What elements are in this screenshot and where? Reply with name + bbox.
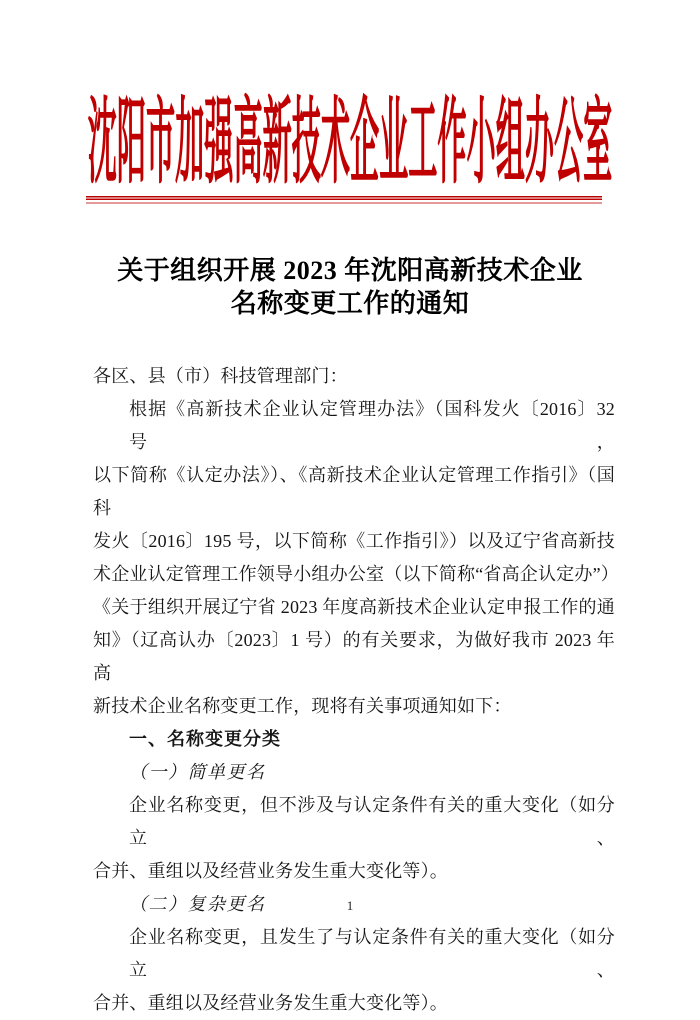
body-line: 合并、重组以及经营业务发生重大变化等）。 — [93, 861, 448, 881]
body-line: 合并、重组以及经营业务发生重大变化等）。 — [93, 993, 448, 1013]
body-line: 知》（辽高认办〔2023〕1 号）的有关要求，为做好我市 2023 年高 — [93, 630, 615, 683]
document-title-line2: 名称变更工作的通知 — [230, 289, 470, 318]
letterhead — [0, 91, 700, 195]
body-line: （二）复杂更名 — [129, 894, 266, 914]
page-number: 1 — [346, 898, 354, 913]
body-line: 发火〔2016〕195 号，以下简称《工作指引》）以及辽宁省高新技 — [93, 531, 615, 551]
body-line: 一、名称变更分类 — [129, 729, 281, 749]
body-text — [93, 360, 619, 1020]
document-title-line1: 关于组织开展 2023 年沈阳高新技术企业 — [117, 256, 583, 285]
body-line: （一）简单更名 — [129, 762, 266, 782]
letterhead-rule-thick — [86, 196, 602, 200]
body-line: 各区、县（市）科技管理部门： — [93, 366, 348, 386]
body-line: 根据《高新技术企业认定管理办法》（国科发火〔2016〕32 号， — [129, 399, 615, 452]
body-line: 以下简称《认定办法》）、《高新技术企业认定管理工作指引》（国科 — [93, 465, 615, 518]
body-line: 《关于组织开展辽宁省 2023 年度高新技术企业认定申报工作的通 — [93, 597, 615, 617]
page-footer — [0, 897, 700, 915]
letterhead-office-name: 沈阳市加强高新技术企业工作小组办公室 — [87, 91, 613, 195]
body-line: 术企业认定管理工作领导小组办公室（以下简称“省高企认定办”） — [93, 564, 619, 584]
letterhead-rule — [86, 196, 602, 204]
letterhead-rule-thin — [86, 202, 602, 204]
body-line: 企业名称变更，但不涉及与认定条件有关的重大变化（如分立、 — [129, 795, 615, 848]
document-title — [0, 254, 700, 320]
body-line: 企业名称变更，且发生了与认定条件有关的重大变化（如分立、 — [129, 927, 615, 980]
body-line: 新技术企业名称变更工作，现将有关事项通知如下： — [93, 696, 512, 716]
